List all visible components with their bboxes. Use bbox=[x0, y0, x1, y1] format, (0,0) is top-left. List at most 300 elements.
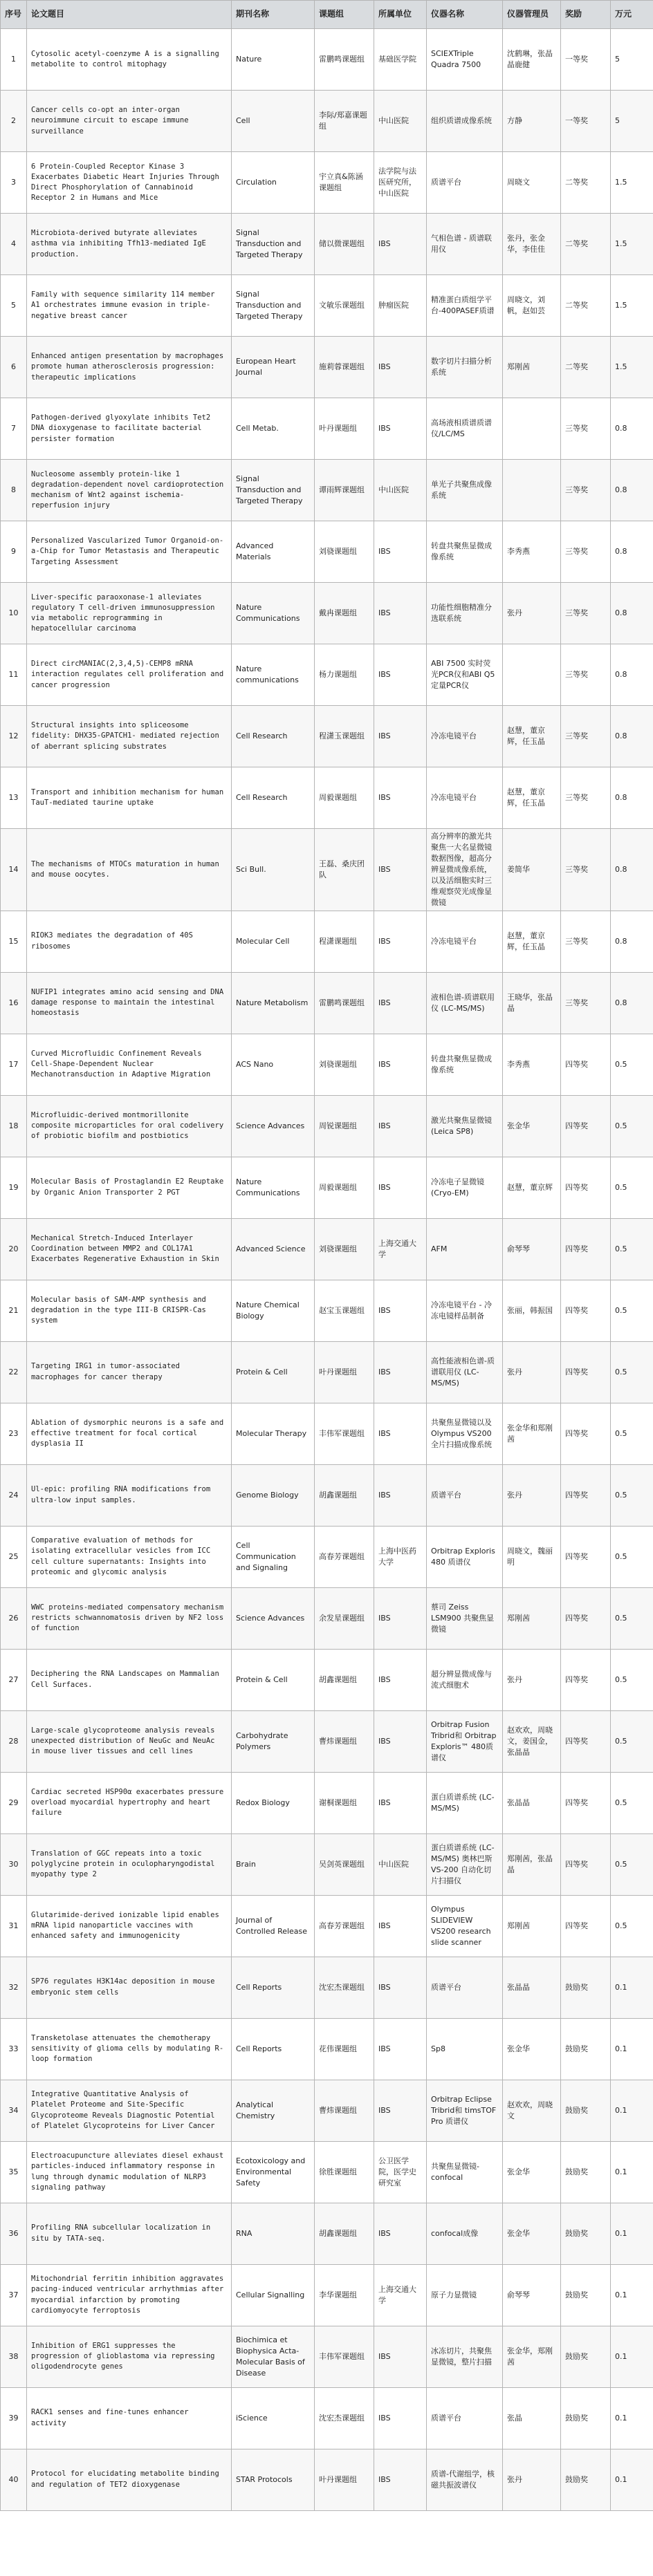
header-cell-affiliation: 所属单位 bbox=[374, 1, 427, 29]
cell-research-group: 曹炜课题组 bbox=[315, 1710, 374, 1772]
cell-research-group: 吴剑英课题组 bbox=[315, 1833, 374, 1895]
cell-instrument: 冰冻切片，共聚焦显微镜，整片扫描 bbox=[427, 2326, 503, 2387]
cell-no: 5 bbox=[1, 275, 27, 337]
cell-instrument: Orbitrap Exploris 480 质谱仪 bbox=[427, 1526, 503, 1587]
cell-research-group: 周毅课题组 bbox=[315, 767, 374, 829]
cell-instrument-admin: 郑刚茜 bbox=[503, 337, 561, 398]
cell-journal: Nature Communications bbox=[232, 1157, 315, 1218]
cell-amount: 0.5 bbox=[611, 1772, 653, 1833]
cell-award: 三等奖 bbox=[561, 583, 611, 644]
cell-journal: Cell Reports bbox=[232, 2018, 315, 2080]
table-row bbox=[1, 1034, 653, 1095]
cell-amount: 0.8 bbox=[611, 521, 653, 583]
cell-no: 12 bbox=[1, 706, 27, 767]
cell-no: 18 bbox=[1, 1095, 27, 1157]
cell-affiliation: IBS bbox=[374, 2018, 427, 2080]
table-row bbox=[1, 2264, 653, 2326]
table-row bbox=[1, 1895, 653, 1957]
cell-instrument: 数字切片扫描分析系统 bbox=[427, 337, 503, 398]
table-row bbox=[1, 1341, 653, 1403]
cell-paper-title: WWC proteins-mediated compensatory mechanism restricts schwannomatosis driven by NF2 loss of function bbox=[27, 1587, 232, 1649]
cell-no: 31 bbox=[1, 1895, 27, 1957]
cell-instrument-admin: 姜简华 bbox=[503, 829, 561, 911]
cell-affiliation: IBS bbox=[374, 2387, 427, 2449]
cell-affiliation: 上海交通大学 bbox=[374, 2264, 427, 2326]
cell-journal: Science Advances bbox=[232, 1095, 315, 1157]
cell-award: 四等奖 bbox=[561, 1095, 611, 1157]
cell-no: 24 bbox=[1, 1464, 27, 1526]
cell-affiliation: IBS bbox=[374, 1957, 427, 2018]
cell-no: 33 bbox=[1, 2018, 27, 2080]
cell-instrument-admin: 方静 bbox=[503, 91, 561, 152]
cell-affiliation: IBS bbox=[374, 1403, 427, 1464]
cell-journal: Cellular Signalling bbox=[232, 2264, 315, 2326]
cell-no: 8 bbox=[1, 460, 27, 521]
cell-journal: STAR Protocols bbox=[232, 2449, 315, 2510]
cell-instrument: AFM bbox=[427, 1218, 503, 1280]
cell-paper-title: The mechanisms of MTOCs maturation in human and mouse oocytes. bbox=[27, 829, 232, 911]
cell-instrument: 转盘共聚焦显微成像系统 bbox=[427, 1034, 503, 1095]
cell-journal: Protein & Cell bbox=[232, 1649, 315, 1710]
cell-paper-title: Integrative Quantitative Analysis of Platelet Proteome and Site-Specific Glycoproteome Reveals Diagnostic Potential of Platelet Glycoproteins for Liver Cancer bbox=[27, 2080, 232, 2141]
cell-affiliation: IBS bbox=[374, 1095, 427, 1157]
cell-no: 6 bbox=[1, 337, 27, 398]
cell-instrument-admin: 赵慧，董京辉 bbox=[503, 1157, 561, 1218]
table-row bbox=[1, 2326, 653, 2387]
cell-journal: Nature Chemical Biology bbox=[232, 1280, 315, 1341]
cell-no: 22 bbox=[1, 1341, 27, 1403]
cell-paper-title: NUFIP1 integrates amino acid sensing and DNA damage response to maintain the intestinal homeostasis bbox=[27, 972, 232, 1034]
cell-instrument-admin: 郑刚茜 bbox=[503, 1587, 561, 1649]
cell-instrument-admin: 沈鹤琳，张晶晶鹿健 bbox=[503, 29, 561, 91]
cell-instrument-admin: 张金华，郑刚茜 bbox=[503, 2326, 561, 2387]
header-cell-amount: 万元 bbox=[611, 1, 653, 29]
table-row bbox=[1, 583, 653, 644]
cell-award: 四等奖 bbox=[561, 1341, 611, 1403]
cell-research-group: 丰伟军课题组 bbox=[315, 1403, 374, 1464]
cell-award: 四等奖 bbox=[561, 1895, 611, 1957]
cell-instrument: 质谱-代谢组学，核磁共振波谱仪 bbox=[427, 2449, 503, 2510]
cell-award: 四等奖 bbox=[561, 1526, 611, 1587]
cell-research-group: 胡鑫课题组 bbox=[315, 1464, 374, 1526]
cell-affiliation: IBS bbox=[374, 398, 427, 460]
cell-instrument: 激光共聚焦显微镜 (Leica SP8) bbox=[427, 1095, 503, 1157]
cell-instrument-admin bbox=[503, 460, 561, 521]
cell-affiliation: IBS bbox=[374, 2449, 427, 2510]
cell-paper-title: Cardiac secreted HSP90α exacerbates pressure overload myocardial hypertrophy and heart failure bbox=[27, 1772, 232, 1833]
cell-paper-title: Deciphering the RNA Landscapes on Mammalian Cell Surfaces. bbox=[27, 1649, 232, 1710]
cell-instrument: 高性能液相色谱-质谱联用仪 (LC-MS/MS) bbox=[427, 1341, 503, 1403]
cell-instrument-admin: 周晓文，魏丽明 bbox=[503, 1526, 561, 1587]
cell-journal: Cell Communication and Signaling bbox=[232, 1526, 315, 1587]
cell-amount: 0.8 bbox=[611, 583, 653, 644]
cell-research-group: 王磊、桑庆团队 bbox=[315, 829, 374, 911]
cell-amount: 0.1 bbox=[611, 2141, 653, 2203]
cell-instrument-admin: 张晶晶 bbox=[503, 1957, 561, 2018]
cell-research-group: 储以微课题组 bbox=[315, 214, 374, 275]
cell-instrument-admin: 李秀燕 bbox=[503, 1034, 561, 1095]
cell-amount: 0.1 bbox=[611, 1957, 653, 2018]
cell-affiliation: IBS bbox=[374, 644, 427, 706]
cell-instrument: Orbitrap Eclipse Tribrid和 timsTOF Pro 质谱仪 bbox=[427, 2080, 503, 2141]
cell-journal: Analytical Chemistry bbox=[232, 2080, 315, 2141]
cell-instrument: 质谱平台 bbox=[427, 152, 503, 214]
cell-instrument: SCIEXTriple Quadra 7500 bbox=[427, 29, 503, 91]
cell-paper-title: Cytosolic acetyl-coenzyme A is a signalling metabolite to control mitophagy bbox=[27, 29, 232, 91]
cell-award: 三等奖 bbox=[561, 398, 611, 460]
cell-instrument-admin bbox=[503, 644, 561, 706]
cell-instrument-admin: 张金华 bbox=[503, 2018, 561, 2080]
cell-amount: 0.5 bbox=[611, 1403, 653, 1464]
cell-amount: 0.1 bbox=[611, 2080, 653, 2141]
cell-paper-title: Ul-epic: profiling RNA modifications from ultra-low input samples. bbox=[27, 1464, 232, 1526]
cell-amount: 1.5 bbox=[611, 337, 653, 398]
cell-instrument-admin: 张丹 bbox=[503, 1464, 561, 1526]
cell-paper-title: Transport and inhibition mechanism for human TauT-mediated taurine uptake bbox=[27, 767, 232, 829]
cell-journal: European Heart Journal bbox=[232, 337, 315, 398]
cell-affiliation: 上海交通大学 bbox=[374, 1218, 427, 1280]
cell-journal: Genome Biology bbox=[232, 1464, 315, 1526]
header-cell-instrument: 仪器名称 bbox=[427, 1, 503, 29]
table-row bbox=[1, 829, 653, 911]
cell-award: 四等奖 bbox=[561, 1280, 611, 1341]
cell-affiliation: IBS bbox=[374, 583, 427, 644]
cell-journal: Molecular Therapy bbox=[232, 1403, 315, 1464]
cell-journal: Brain bbox=[232, 1833, 315, 1895]
cell-research-group: 胡鑫课题组 bbox=[315, 2203, 374, 2264]
cell-instrument: 精准蛋白质组学平台-400PASEF质谱 bbox=[427, 275, 503, 337]
cell-instrument-admin: 赵慧，董京辉，任玉晶 bbox=[503, 706, 561, 767]
cell-instrument-admin: 张晶晶 bbox=[503, 1772, 561, 1833]
cell-no: 11 bbox=[1, 644, 27, 706]
cell-paper-title: Family with sequence similarity 114 member A1 orchestrates immune evasion in triple-negative breast cancer bbox=[27, 275, 232, 337]
cell-no: 1 bbox=[1, 29, 27, 91]
cell-research-group: 沈宏杰课题组 bbox=[315, 2387, 374, 2449]
cell-journal: Sci Bull. bbox=[232, 829, 315, 911]
cell-award: 鼓励奖 bbox=[561, 2203, 611, 2264]
cell-amount: 0.1 bbox=[611, 2018, 653, 2080]
cell-instrument: 气相色谱 - 质谱联用仪 bbox=[427, 214, 503, 275]
cell-instrument: 共聚焦显微镜-confocal bbox=[427, 2141, 503, 2203]
cell-journal: Nature communications bbox=[232, 644, 315, 706]
cell-instrument: Orbitrap Fusion Tribrid和 Orbitrap Exploris™ 480质谱仪 bbox=[427, 1710, 503, 1772]
cell-journal: Redox Biology bbox=[232, 1772, 315, 1833]
cell-no: 14 bbox=[1, 829, 27, 911]
cell-award: 三等奖 bbox=[561, 521, 611, 583]
cell-research-group: 叶丹课题组 bbox=[315, 398, 374, 460]
header-cell-no: 序号 bbox=[1, 1, 27, 29]
cell-no: 30 bbox=[1, 1833, 27, 1895]
cell-instrument-admin: 李秀燕 bbox=[503, 521, 561, 583]
header-cell-instrument-admin: 仪器管理员 bbox=[503, 1, 561, 29]
cell-instrument: confocal成像 bbox=[427, 2203, 503, 2264]
cell-amount: 0.5 bbox=[611, 1218, 653, 1280]
cell-research-group: 雷鹏鸣课题组 bbox=[315, 972, 374, 1034]
cell-award: 二等奖 bbox=[561, 152, 611, 214]
cell-affiliation: IBS bbox=[374, 1341, 427, 1403]
cell-amount: 5 bbox=[611, 91, 653, 152]
cell-instrument-admin: 张丽，韩振国 bbox=[503, 1280, 561, 1341]
cell-affiliation: 上海中医药大学 bbox=[374, 1526, 427, 1587]
cell-no: 40 bbox=[1, 2449, 27, 2510]
cell-instrument: 蛋白质谱系统 (LC-MS/MS) 奥林巴斯VS-200 自动化切片扫描仪 bbox=[427, 1833, 503, 1895]
cell-journal: Protein & Cell bbox=[232, 1341, 315, 1403]
cell-paper-title: Structural insights into spliceosome fidelity: DHX35-GPATCH1- mediated rejection of aberrant splicing substrates bbox=[27, 706, 232, 767]
cell-no: 23 bbox=[1, 1403, 27, 1464]
cell-research-group: 李际/郑嘉课题组 bbox=[315, 91, 374, 152]
cell-research-group: 戴冉课题组 bbox=[315, 583, 374, 644]
table-row bbox=[1, 2080, 653, 2141]
cell-amount: 0.5 bbox=[611, 1464, 653, 1526]
table-row bbox=[1, 1772, 653, 1833]
cell-amount: 0.8 bbox=[611, 706, 653, 767]
cell-affiliation: 基础医学院 bbox=[374, 29, 427, 91]
cell-amount: 0.5 bbox=[611, 1095, 653, 1157]
cell-amount: 0.1 bbox=[611, 2203, 653, 2264]
table-row bbox=[1, 1157, 653, 1218]
cell-journal: Nature bbox=[232, 29, 315, 91]
table-row bbox=[1, 972, 653, 1034]
cell-no: 2 bbox=[1, 91, 27, 152]
cell-award: 三等奖 bbox=[561, 829, 611, 911]
cell-instrument-admin: 赵慧，董京辉，任玉晶 bbox=[503, 767, 561, 829]
cell-affiliation: IBS bbox=[374, 1157, 427, 1218]
cell-paper-title: Enhanced antigen presentation by macrophages promote human atherosclerosis progression: therapeutic implications bbox=[27, 337, 232, 398]
cell-amount: 0.1 bbox=[611, 2326, 653, 2387]
cell-research-group: 谢桐课题组 bbox=[315, 1772, 374, 1833]
table-row bbox=[1, 214, 653, 275]
cell-no: 39 bbox=[1, 2387, 27, 2449]
cell-instrument: Sp8 bbox=[427, 2018, 503, 2080]
cell-affiliation: IBS bbox=[374, 829, 427, 911]
cell-journal: Advanced Science bbox=[232, 1218, 315, 1280]
cell-amount: 0.5 bbox=[611, 1587, 653, 1649]
cell-amount: 0.5 bbox=[611, 1280, 653, 1341]
cell-journal: Cell Research bbox=[232, 706, 315, 767]
cell-award: 四等奖 bbox=[561, 1649, 611, 1710]
cell-affiliation: 中山医院 bbox=[374, 1833, 427, 1895]
cell-no: 36 bbox=[1, 2203, 27, 2264]
cell-journal: Journal of Controlled Release bbox=[232, 1895, 315, 1957]
cell-award: 四等奖 bbox=[561, 1587, 611, 1649]
cell-amount: 0.5 bbox=[611, 1526, 653, 1587]
cell-instrument: 高分辨率的激光共聚焦一大名显微镜数据图像，超高分辨显微成像系统，以及活细胞实时三维观察荧光成像显微镜 bbox=[427, 829, 503, 911]
cell-instrument: 共聚焦显微镜以及 Olympus VS200 全片扫描成像系统 bbox=[427, 1403, 503, 1464]
cell-paper-title: Molecular basis of SAM-AMP synthesis and degradation in the type III-B CRISPR-Cas system bbox=[27, 1280, 232, 1341]
cell-instrument-admin: 赵欢欢，周晓文 bbox=[503, 2080, 561, 2141]
cell-award: 鼓励奖 bbox=[561, 2080, 611, 2141]
cell-amount: 0.8 bbox=[611, 911, 653, 972]
cell-award: 四等奖 bbox=[561, 1157, 611, 1218]
cell-instrument-admin: 周晓文 bbox=[503, 152, 561, 214]
cell-amount: 0.8 bbox=[611, 767, 653, 829]
cell-journal: Cell Metab. bbox=[232, 398, 315, 460]
cell-research-group: 杨力课题组 bbox=[315, 644, 374, 706]
table-row bbox=[1, 2018, 653, 2080]
cell-award: 鼓励奖 bbox=[561, 2264, 611, 2326]
table-row bbox=[1, 644, 653, 706]
cell-affiliation: IBS bbox=[374, 1034, 427, 1095]
cell-affiliation: IBS bbox=[374, 1280, 427, 1341]
cell-journal: iScience bbox=[232, 2387, 315, 2449]
table-row bbox=[1, 275, 653, 337]
cell-paper-title: Microbiota-derived butyrate alleviates asthma via inhibiting Tfh13-mediated IgE production. bbox=[27, 214, 232, 275]
table-row bbox=[1, 29, 653, 91]
cell-no: 16 bbox=[1, 972, 27, 1034]
cell-instrument: 蔡司 Zeiss LSM900 共聚焦显微镜 bbox=[427, 1587, 503, 1649]
cell-affiliation: IBS bbox=[374, 337, 427, 398]
cell-paper-title: RACK1 senses and fine-tunes enhancer activity bbox=[27, 2387, 232, 2449]
cell-instrument-admin: 张金华和郑刚茜 bbox=[503, 1403, 561, 1464]
cell-instrument-admin: 张丹 bbox=[503, 1341, 561, 1403]
cell-research-group: 叶丹课题组 bbox=[315, 2449, 374, 2510]
cell-instrument-admin: 张丹 bbox=[503, 583, 561, 644]
cell-award: 三等奖 bbox=[561, 644, 611, 706]
header-row bbox=[1, 1, 653, 29]
cell-research-group: 刘骁课题组 bbox=[315, 521, 374, 583]
cell-award: 四等奖 bbox=[561, 1833, 611, 1895]
cell-no: 27 bbox=[1, 1649, 27, 1710]
table-row bbox=[1, 2449, 653, 2510]
cell-instrument-admin: 张金华 bbox=[503, 2203, 561, 2264]
cell-journal: Nature Communications bbox=[232, 583, 315, 644]
cell-amount: 0.5 bbox=[611, 1895, 653, 1957]
cell-amount: 0.5 bbox=[611, 1341, 653, 1403]
cell-paper-title: Direct circMANIAC(2,3,4,5)-CEMP8 mRNA interaction regulates cell proliferation and cancer progression bbox=[27, 644, 232, 706]
cell-journal: Advanced Materials bbox=[232, 521, 315, 583]
cell-amount: 0.8 bbox=[611, 644, 653, 706]
cell-research-group: 周毅课题组 bbox=[315, 1157, 374, 1218]
cell-no: 9 bbox=[1, 521, 27, 583]
cell-no: 32 bbox=[1, 1957, 27, 2018]
cell-research-group: 花伟课题组 bbox=[315, 2018, 374, 2080]
cell-paper-title: Protocol for elucidating metabolite binding and regulation of TET2 dioxygenase bbox=[27, 2449, 232, 2510]
cell-instrument: 冷冻电镜平台 bbox=[427, 706, 503, 767]
cell-instrument-admin: 张丹 bbox=[503, 1649, 561, 1710]
table-row bbox=[1, 460, 653, 521]
cell-research-group: 程潇课题组 bbox=[315, 911, 374, 972]
cell-journal: Signal Transduction and Targeted Therapy bbox=[232, 460, 315, 521]
cell-award: 四等奖 bbox=[561, 1710, 611, 1772]
cell-no: 3 bbox=[1, 152, 27, 214]
cell-journal: Circulation bbox=[232, 152, 315, 214]
cell-award: 鼓励奖 bbox=[561, 2018, 611, 2080]
table-row bbox=[1, 2387, 653, 2449]
cell-instrument-admin: 张金华 bbox=[503, 1095, 561, 1157]
cell-journal: Cell Research bbox=[232, 767, 315, 829]
cell-research-group: 余发星课题组 bbox=[315, 1587, 374, 1649]
cell-instrument: 质谱平台 bbox=[427, 1464, 503, 1526]
cell-journal: ACS Nano bbox=[232, 1034, 315, 1095]
cell-affiliation: IBS bbox=[374, 521, 427, 583]
cell-instrument: 质谱平台 bbox=[427, 2387, 503, 2449]
cell-no: 19 bbox=[1, 1157, 27, 1218]
cell-research-group: 叶丹课题组 bbox=[315, 1341, 374, 1403]
cell-amount: 0.8 bbox=[611, 460, 653, 521]
cell-journal: Cell bbox=[232, 91, 315, 152]
cell-award: 二等奖 bbox=[561, 337, 611, 398]
cell-no: 29 bbox=[1, 1772, 27, 1833]
cell-journal: Nature Metabolism bbox=[232, 972, 315, 1034]
table-row bbox=[1, 767, 653, 829]
cell-journal: Signal Transduction and Targeted Therapy bbox=[232, 214, 315, 275]
table-header bbox=[1, 1, 653, 29]
cell-journal: Carbohydrate Polymers bbox=[232, 1710, 315, 1772]
cell-affiliation: IBS bbox=[374, 2326, 427, 2387]
cell-affiliation: IBS bbox=[374, 767, 427, 829]
cell-amount: 0.5 bbox=[611, 1157, 653, 1218]
cell-instrument-admin: 周晓文，刘帆，赵如芸 bbox=[503, 275, 561, 337]
cell-instrument-admin: 张丹 bbox=[503, 2449, 561, 2510]
cell-research-group: 刘骁课题组 bbox=[315, 1034, 374, 1095]
cell-affiliation: IBS bbox=[374, 214, 427, 275]
cell-paper-title: Personalized Vascularized Tumor Organoid-on-a-Chip for Tumor Metastasis and Therapeutic Targeting Assessment bbox=[27, 521, 232, 583]
table-row bbox=[1, 1587, 653, 1649]
cell-award: 三等奖 bbox=[561, 972, 611, 1034]
cell-award: 鼓励奖 bbox=[561, 2449, 611, 2510]
header-cell-award: 奖励 bbox=[561, 1, 611, 29]
cell-no: 25 bbox=[1, 1526, 27, 1587]
table-row bbox=[1, 2141, 653, 2203]
cell-instrument: ABI 7500 实时荧光PCR仪和ABI Q5 定量PCR仪 bbox=[427, 644, 503, 706]
cell-amount: 0.8 bbox=[611, 398, 653, 460]
table-row bbox=[1, 152, 653, 214]
cell-journal: Cell Reports bbox=[232, 1957, 315, 2018]
cell-paper-title: Translation of GGC repeats into a toxic polyglycine protein in oculopharyngodistal myopathy type 2 bbox=[27, 1833, 232, 1895]
cell-paper-title: Glutarimide-derived ionizable lipid enables mRNA lipid nanoparticle vaccines with enhanced safety and immunogenicity bbox=[27, 1895, 232, 1957]
cell-instrument: 原子力显微镜 bbox=[427, 2264, 503, 2326]
cell-award: 一等奖 bbox=[561, 29, 611, 91]
cell-paper-title: Profiling RNA subcellular localization in situ by TATA-seq. bbox=[27, 2203, 232, 2264]
cell-journal: RNA bbox=[232, 2203, 315, 2264]
cell-award: 三等奖 bbox=[561, 911, 611, 972]
cell-instrument: 质谱平台 bbox=[427, 1957, 503, 2018]
cell-amount: 0.5 bbox=[611, 1034, 653, 1095]
cell-amount: 0.1 bbox=[611, 2387, 653, 2449]
table-row bbox=[1, 1649, 653, 1710]
cell-journal: Science Advances bbox=[232, 1587, 315, 1649]
cell-affiliation: IBS bbox=[374, 1587, 427, 1649]
cell-no: 7 bbox=[1, 398, 27, 460]
cell-instrument-admin: 张金华 bbox=[503, 2141, 561, 2203]
cell-paper-title: Targeting IRG1 in tumor-associated macrophages for cancer therapy bbox=[27, 1341, 232, 1403]
table-row bbox=[1, 1095, 653, 1157]
cell-research-group: 程潇玉课题组 bbox=[315, 706, 374, 767]
cell-instrument: 蛋白质谱系统 (LC-MS/MS) bbox=[427, 1772, 503, 1833]
cell-award: 四等奖 bbox=[561, 1772, 611, 1833]
cell-affiliation: IBS bbox=[374, 2080, 427, 2141]
table-row bbox=[1, 1218, 653, 1280]
cell-amount: 0.5 bbox=[611, 1833, 653, 1895]
cell-paper-title: Mitochondrial ferritin inhibition aggravates pacing-induced ventricular arrhythmias after myocardial infarction by promoting cardiomyocyte ferroptosis bbox=[27, 2264, 232, 2326]
cell-no: 34 bbox=[1, 2080, 27, 2141]
cell-affiliation: IBS bbox=[374, 1895, 427, 1957]
cell-research-group: 谭雨辉课题组 bbox=[315, 460, 374, 521]
cell-research-group: 高春芳课题组 bbox=[315, 1895, 374, 1957]
cell-instrument-admin: 俞琴琴 bbox=[503, 1218, 561, 1280]
cell-paper-title: Transketolase attenuates the chemotherapy sensitivity of glioma cells by modulating R-loop formation bbox=[27, 2018, 232, 2080]
cell-award: 鼓励奖 bbox=[561, 1957, 611, 2018]
cell-affiliation: IBS bbox=[374, 706, 427, 767]
cell-award: 二等奖 bbox=[561, 275, 611, 337]
cell-paper-title: Cancer cells co-opt an inter-organ neuroimmune circuit to escape immune surveillance bbox=[27, 91, 232, 152]
cell-no: 13 bbox=[1, 767, 27, 829]
cell-research-group: 曹炜课题组 bbox=[315, 2080, 374, 2141]
cell-research-group: 李华课题组 bbox=[315, 2264, 374, 2326]
cell-research-group: 沈宏杰课题组 bbox=[315, 1957, 374, 2018]
cell-affiliation: IBS bbox=[374, 1772, 427, 1833]
table-row bbox=[1, 1280, 653, 1341]
